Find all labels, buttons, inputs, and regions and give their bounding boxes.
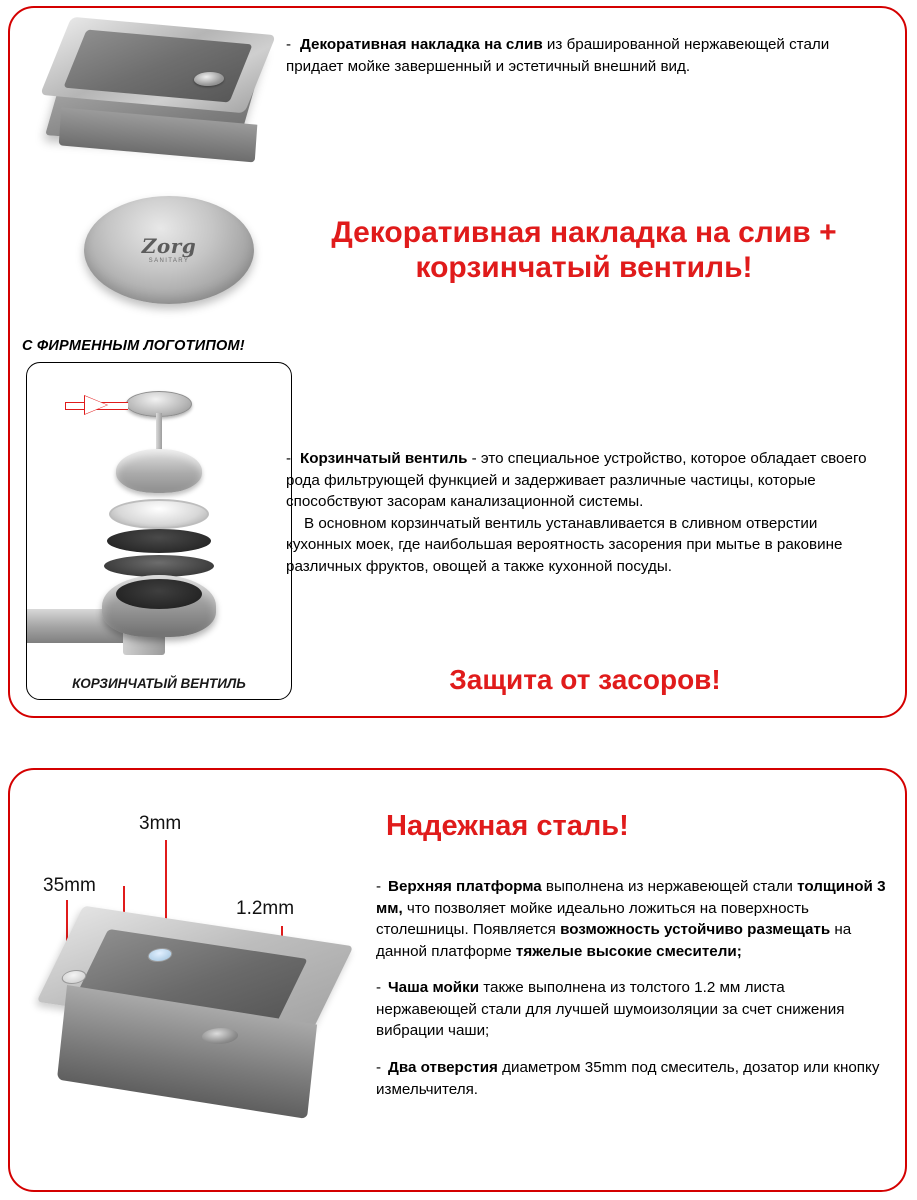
basket-valve-rest: - это специальное устройство, которое обладает своего рода фильтрующей функцией и задерживает различные частицы, которые способствуют засорам канализационной системы. — [286, 450, 867, 511]
headline-reliable-steel: Надежная сталь! — [386, 810, 629, 842]
basket-valve-bold-lead: Корзинчатый вентиль — [300, 450, 468, 467]
brand-logo — [142, 236, 196, 264]
basket-strainer-diagram — [26, 362, 292, 700]
sink-dimensions-image — [40, 920, 360, 1150]
bullet-0-text: Верхняя платформа выполнена из нержавеющей стали толщиной 3 мм, что позволяет мойке идеально ложиться на поверхность столешницы. Появляется возможность устойчиво размещать на данной платформе тяжелые высокие смесители; — [376, 878, 886, 960]
list-item — [376, 876, 886, 962]
headline-clog-protection: Защита от засоров! — [449, 664, 721, 695]
dash-marker: - — [376, 878, 382, 895]
dash-marker: - — [376, 979, 382, 997]
bullet-1-text: Чаша мойки также выполнена из толстого 1.2 мм листа нержавеющей стали для лучшей шумоизоляции за счет снижения вибрации чаши; — [376, 979, 845, 1040]
dash-marker: - — [286, 450, 292, 467]
dimension-label-35mm: 35mm — [43, 875, 96, 896]
strainer-gasket-black — [107, 529, 211, 553]
steel-feature-list — [376, 876, 886, 1115]
headline-drain-cover-valve: Декоративная накладка на слив + корзинчатый вентиль! — [331, 216, 837, 284]
basket-valve-paragraph — [286, 448, 874, 577]
strainer-gasket-white — [109, 499, 209, 529]
list-item — [376, 1057, 886, 1100]
basket-valve-p1 — [286, 448, 874, 513]
drain-cover-disc-image — [84, 196, 254, 304]
bullet-2-text: Два отверстия диаметром 35mm под смеситель, дозатор или кнопку измельчителя. — [376, 1059, 880, 1098]
list-item — [376, 977, 886, 1042]
strainer-body-opening — [116, 579, 202, 609]
brand-logo-text: Zorg — [141, 234, 197, 258]
strainer-stem — [156, 413, 162, 453]
dimension-stem-3mm — [165, 840, 167, 924]
strainer-cup-part — [116, 449, 202, 493]
drain-cover-rest: из брашированной нержавеющей стали придает мойке завершенный и эстетичный внешний вид. — [286, 36, 830, 75]
strainer-caption: КОРЗИНЧАТЫЙ ВЕНТИЛЬ — [72, 676, 246, 691]
dimension-label-1-2mm: 1.2mm — [236, 898, 295, 919]
drain-cover-bold-lead: Декоративная накладка на слив — [300, 36, 543, 53]
arrow-head-icon — [85, 396, 107, 414]
logo-caption: С ФИРМЕННЫМ ЛОГОТИПОМ! — [22, 338, 245, 354]
strainer-gasket-dark — [104, 555, 214, 577]
drain-cover-paragraph — [286, 34, 866, 77]
sink-perspective-image — [52, 20, 272, 180]
brand-logo-subtext: SANITARY — [148, 258, 190, 264]
dimension-label-3mm: 3mm — [139, 813, 182, 834]
dash-marker: - — [376, 1059, 382, 1077]
dash-marker: - — [286, 36, 292, 53]
basket-valve-p2: В основном корзинчатый вентиль устанавливается в сливном отверстии кухонных моек, где наибольшая вероятность засорения при мытье в раковине различных фруктов, овощей а также кухонной посуды. — [286, 514, 843, 575]
